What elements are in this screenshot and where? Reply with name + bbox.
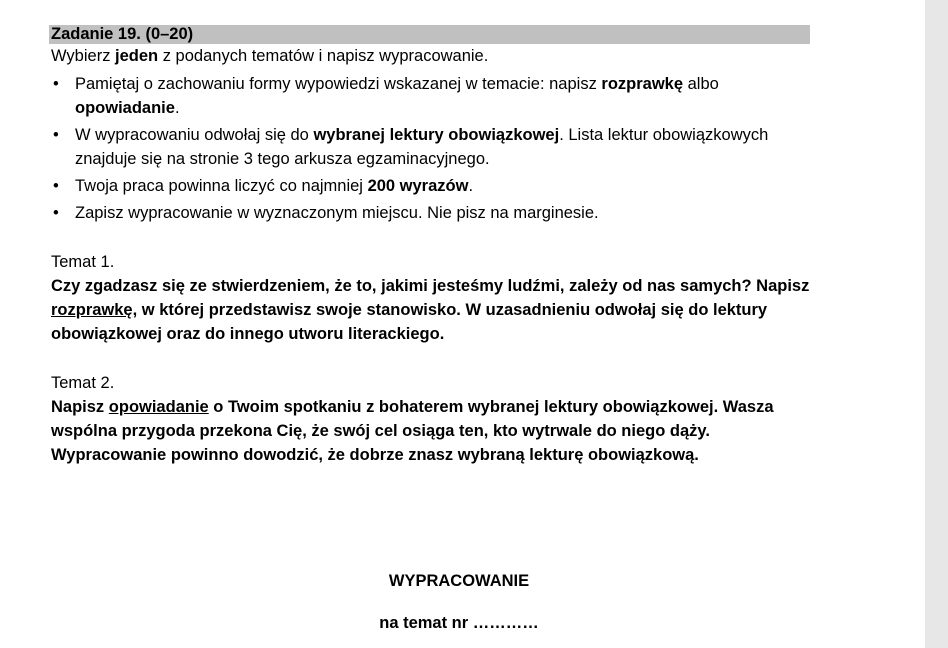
instruction-item: • Pamiętaj o zachowaniu formy wypowiedzi wskazanej w temacie: napisz rozprawkę albo opowiadanie. <box>51 72 811 120</box>
instruction-item: • Twoja praca powinna liczyć co najmniej 200 wyrazów. <box>51 174 811 198</box>
bullet-icon: • <box>53 204 59 222</box>
topic1-form: rozprawkę <box>51 301 133 319</box>
intro-text-end: z podanych tematów i napisz wypracowanie. <box>158 47 489 65</box>
topic1-text: Czy zgadzasz się ze stwierdzeniem, że to, jakimi jesteśmy ludźmi, zależy od nas samych? Napisz rozprawkę, w której przedstawisz swoje stanowisko. W uzasadnieniu odwołaj się do lektury obowiązkowej oraz do innego utworu literackiego. <box>51 277 810 343</box>
instruction-item: • Zapisz wypracowanie w wyznaczonym miejscu. Nie pisz na marginesie. <box>51 201 811 225</box>
intro-text: Wybierz <box>51 47 116 65</box>
intro-bold: jeden <box>115 47 159 65</box>
instructions-list <box>51 72 811 228</box>
topic2-form: opowiadanie <box>108 398 209 416</box>
bullet-icon: • <box>53 75 59 93</box>
topic2-label: Temat 2. <box>51 374 115 392</box>
essay-heading: WYPRACOWANIE <box>388 572 530 590</box>
bullet-icon: • <box>53 177 59 195</box>
bullet-icon: • <box>53 126 59 144</box>
essay-topic-number: na temat nr ………… <box>379 614 539 632</box>
task-title: Zadanie 19. (0–20) <box>51 25 194 43</box>
topic2-text: Napisz opowiadanie o Twoim spotkaniu z bohaterem wybranej lektury obowiązkowej. Wasza wspólna przygoda przekona Cię, że swój cel osiąga ten, kto wytrwale do niego dąży. Wypracowanie powinno dowodzić, że dobrze znasz wybraną lekturę obowiązkową. <box>51 398 774 464</box>
viewer-gutter <box>925 0 948 648</box>
task-intro <box>51 46 488 66</box>
topic1-label: Temat 1. <box>51 253 115 271</box>
instruction-item: • W wypracowaniu odwołaj się do wybranej lektury obowiązkowej. Lista lektur obowiązkowych znajduje się na stronie 3 tego arkusza egzaminacyjnego. <box>51 123 811 171</box>
